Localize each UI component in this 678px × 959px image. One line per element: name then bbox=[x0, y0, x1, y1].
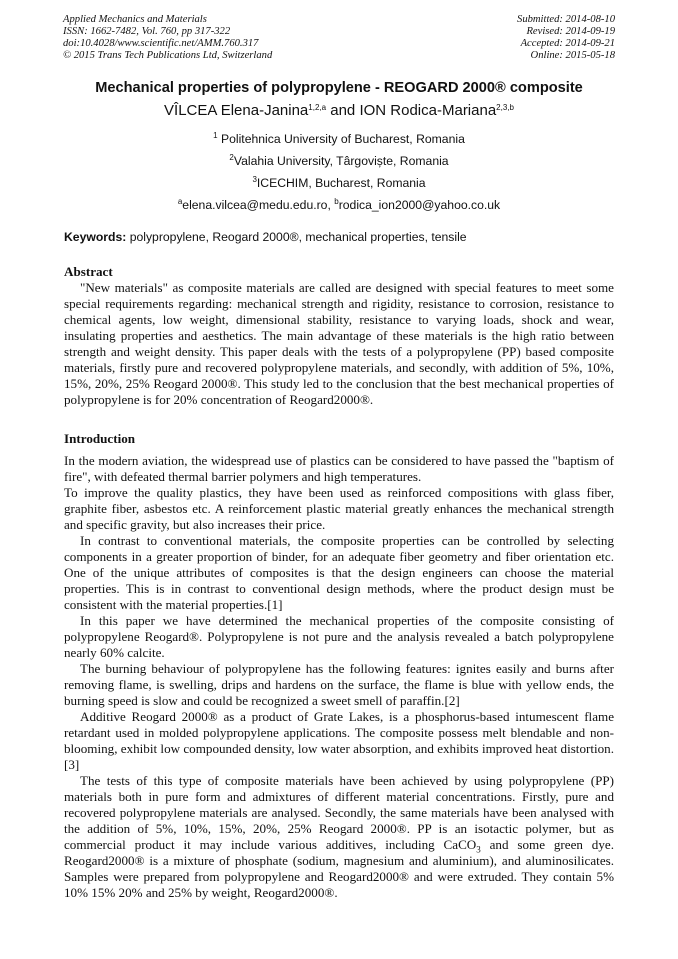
journal-info bbox=[63, 14, 272, 62]
affil-text: Politehnica University of Bucharest, Romania bbox=[217, 132, 465, 146]
author-conjunction: and bbox=[326, 102, 360, 119]
affiliations bbox=[0, 128, 678, 216]
accepted-date: Accepted: 2014-09-21 bbox=[520, 38, 615, 49]
abstract-text: "New materials" as composite materials are called are designed with special features to meet some special requirements regarding: mechanical strength and rigidity, resistance to corrosion, resistance to chemical agents, low weight, dimensional stability, resistance to varying loads, shock and wear, insulating properties and aesthetics. The main advantage of these materials is the high ratio between strength and weight density. This paper deals with the tests of a polypropylene (PP) based composite materials, firstly pure and recovered polypropylene materials, and secondly, with addition of 5%, 10%, 15%, 20%, 25% Reogard 2000®. This study led to the conclusion that the best mechanical properties of polypropylene is for 20% concentration of Reogard2000®. bbox=[64, 280, 614, 407]
paper-title: Mechanical properties of polypropylene - REOGARD 2000® composite bbox=[95, 80, 583, 96]
issn: ISSN: 1662-7482, Vol. 760, pp 317-322 bbox=[63, 26, 231, 37]
affiliation bbox=[0, 172, 678, 194]
intro-text: and some green dye. Reogard2000® is a mixture of phosphate (sodium, magnesium and aluminium), and aluminosilicates. Samples were prepared from polypropylene and Reogard2000® and were extruded. They contain 5% 10% 15% 20% and 25% by weight, Reogard2000®. bbox=[64, 837, 614, 900]
author-1-affil: 1,2,a bbox=[308, 103, 327, 112]
intro-paragraph: In contrast to conventional materials, the composite properties can be controlled by selecting components in a greater proportion of binder, for an adequate fiber geometry and fiber orientation etc. One of the unique attributes of composites is that the design engineers can choose the material properties. This is in contrast to conventional design methods, where the product design must be consistent with the material properties.[1] bbox=[64, 533, 614, 612]
submitted-date: Submitted: 2014-08-10 bbox=[517, 14, 615, 25]
affil-marker: 2 bbox=[229, 153, 234, 162]
author-1: VÎLCEA Elena-Janina bbox=[164, 102, 309, 119]
authors bbox=[0, 102, 678, 119]
abstract-heading: Abstract bbox=[64, 264, 113, 279]
copyright: © 2015 Trans Tech Publications Ltd, Switzerland bbox=[63, 50, 273, 61]
revised-date: Revised: 2014-09-19 bbox=[526, 26, 615, 37]
affil-text: ICECHIM, Bucharest, Romania bbox=[256, 176, 426, 190]
affil-marker: 1 bbox=[213, 131, 218, 140]
affil-text: Valahia University, Târgoviște, Romania bbox=[233, 154, 449, 168]
affiliation bbox=[0, 128, 678, 150]
intro-text: The tests of this type of composite materials have been achieved by using polypropylene (PP) materials both in pure form and admixtures of different material concentrations. Firstly, pure and recovered polypropylene materials are analysed. Secondly, the same materials have been analysed with the addition of 5%, 10%, 15%, 20%, 25% Reogard 2000®. PP is an isotactic polymer, but as commercial product it may include various additives, including CaCO bbox=[64, 773, 614, 852]
author-2: ION Rodica-Mariana bbox=[359, 102, 497, 119]
affiliation bbox=[0, 150, 678, 172]
subscript: 3 bbox=[476, 844, 481, 855]
affil-marker: 3 bbox=[252, 175, 257, 184]
keywords-text: polypropylene, Reogard 2000®, mechanical properties, tensile bbox=[126, 230, 467, 244]
email-b[interactable]: rodica_ion2000@yahoo.co.uk bbox=[338, 198, 501, 212]
intro-paragraph: The burning behaviour of polypropylene has the following features: ignites easily and burns after removing flame, is swelling, drips and hardens on the surface, the flame is blue with yellow ends, the burning speed is slow and could be recognized a sweet smell of paraffin.[2] bbox=[64, 661, 614, 708]
email-a[interactable]: elena.vilcea@medu.edu.ro, bbox=[182, 198, 335, 212]
email-marker: b bbox=[334, 197, 339, 206]
intro-paragraph: To improve the quality plastics, they have been used as reinforced compositions with glass fiber, graphite fiber, asbestos etc. A reinforcement plastic material greatly enhances the mechanical strength and specific gravity, but also increases their price. bbox=[64, 485, 614, 532]
author-2-affil: 2,3,b bbox=[496, 103, 514, 112]
intro-paragraph: In this paper we have determined the mechanical properties of the composite consisting of polypropylene Reogard®. Polypropylene is not pure and the analysis revealed a batch polypropylene nearly 60% calcite. bbox=[64, 613, 614, 660]
introduction-heading: Introduction bbox=[64, 431, 136, 446]
journal-name: Applied Mechanics and Materials bbox=[63, 14, 207, 25]
keywords bbox=[64, 230, 467, 244]
intro-paragraph bbox=[64, 773, 614, 901]
body-text bbox=[64, 264, 614, 901]
intro-paragraph: In the modern aviation, the widespread use of plastics can be considered to have passed the "baptism of fire", with defeated thermal barrier polymers and high temperatures. bbox=[64, 453, 614, 484]
email-marker: a bbox=[177, 197, 183, 206]
keywords-label: Keywords: bbox=[64, 230, 127, 244]
dates-info bbox=[517, 14, 615, 62]
online-date: Online: 2015-05-18 bbox=[530, 50, 615, 61]
emails bbox=[0, 194, 678, 216]
intro-paragraph: Additive Reogard 2000® as a product of Grate Lakes, is a phosphorus-based intumescent flame retardant used in molded polypropylene applications. The composite possess melt blendable and non-blooming, exhibit low compounded density, low water absorption, and exhibits improved heat distortion.[3] bbox=[64, 709, 614, 772]
doi: doi:10.4028/www.scientific.net/AMM.760.317 bbox=[63, 38, 259, 49]
